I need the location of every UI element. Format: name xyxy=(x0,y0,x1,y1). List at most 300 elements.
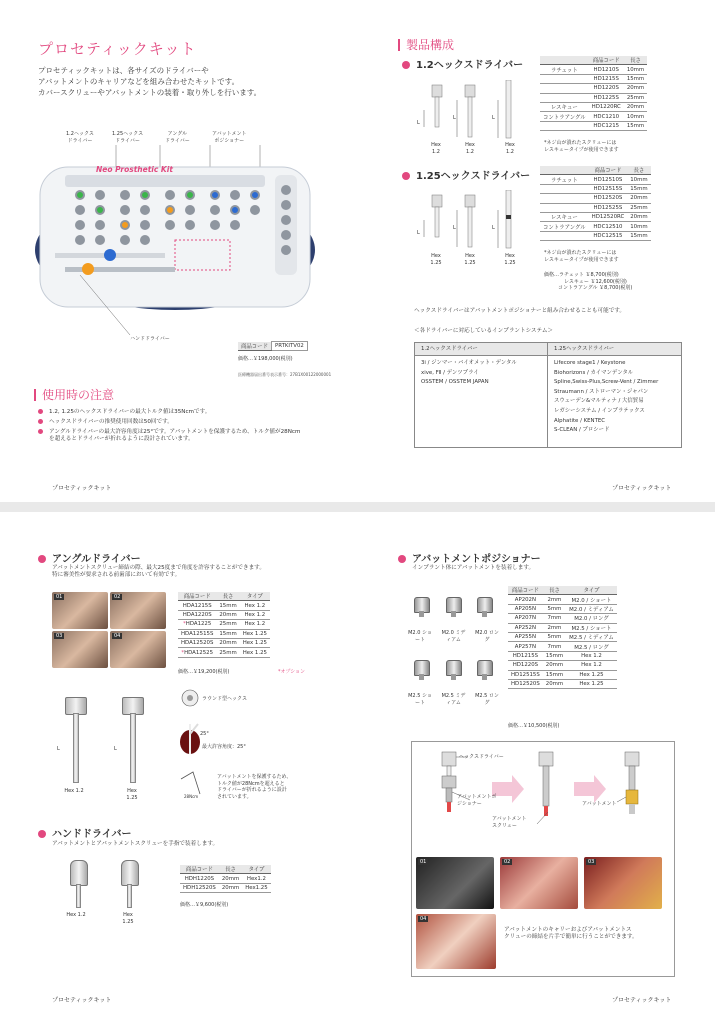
table-cell: 15mm xyxy=(543,651,566,660)
product-code: HDA1220S xyxy=(182,611,212,618)
positioner-desc: インプラント体にアバットメントを装着します。 xyxy=(412,565,535,571)
table-cell: Hex 1.2 xyxy=(566,651,617,660)
hand-title: ハンドドライバー xyxy=(52,829,132,840)
table-cell: M2.0 / ロング xyxy=(566,614,617,623)
table-cell: 10mm xyxy=(627,175,650,184)
table-cell: 25mm xyxy=(627,203,650,212)
bullet-icon xyxy=(38,555,46,563)
caution-item xyxy=(38,419,300,426)
kit-price: 価格…￥198,000(税別) xyxy=(238,356,293,362)
table-cell: 2mm xyxy=(543,595,566,604)
compat-table xyxy=(414,342,682,448)
hex125-title: 1.25ヘックスドライバー xyxy=(416,171,531,182)
table-row xyxy=(178,648,270,657)
bullet-icon xyxy=(402,172,410,180)
positioner-image xyxy=(414,597,430,613)
positioner-image xyxy=(477,660,493,676)
table-cell: HD12520S xyxy=(508,679,543,688)
table-cell: Hex1.2 xyxy=(242,874,270,883)
bullet-icon xyxy=(38,429,43,434)
option-note: *オプション xyxy=(278,669,306,675)
table-cell xyxy=(540,203,589,212)
table-row xyxy=(178,629,270,638)
angled-driver-shaft xyxy=(73,713,79,783)
caption-line: アバットメントのキャリーおよびアバットメントス xyxy=(504,927,632,933)
compat-item: S-CLEAN / プロシード xyxy=(554,427,610,434)
product-code: HDA1225 xyxy=(185,621,212,628)
table-cell: ラチェット xyxy=(540,175,589,184)
dimension-label: L xyxy=(417,120,420,126)
angled-heading xyxy=(38,550,141,565)
variant-label: M2.0 ショート xyxy=(408,630,432,643)
table-cell: HDC12515 xyxy=(589,231,628,240)
table-header: 商品コード xyxy=(589,166,628,175)
catalog-page-2 xyxy=(0,512,715,1024)
medical-number: 医療機器届出番号表示番号：27B1X00122000001 xyxy=(238,372,332,377)
hex-size-label: Hex 1.25 xyxy=(126,788,138,801)
table-header: 商品コード xyxy=(589,56,624,65)
callout-hex12 xyxy=(66,131,94,144)
table-row xyxy=(180,883,271,892)
table-cell: 25mm xyxy=(624,93,647,102)
table-cell: AP202N xyxy=(508,595,543,604)
table-cell xyxy=(540,93,589,102)
price-line: コントラアングル ￥8,700(税別) xyxy=(558,285,633,291)
table-cell: M2.5 / ミディアム xyxy=(566,632,617,641)
table-row xyxy=(540,184,651,193)
table-cell: コントラアングル xyxy=(540,112,589,121)
compat-col-header: 1.25ヘックスドライバー xyxy=(554,346,615,352)
caution-item xyxy=(38,429,300,436)
hand-driver-shaft xyxy=(76,884,81,908)
table-cell: HD12515S xyxy=(508,670,543,679)
table-cell: 20mm xyxy=(627,212,650,221)
table-cell: 20mm xyxy=(219,874,242,883)
variant-label: M2.0 ミディアム xyxy=(441,630,466,643)
table-cell xyxy=(540,184,589,193)
diagram-label-positioner: アバットメントポジショナー xyxy=(457,794,497,807)
intro-text xyxy=(38,65,261,98)
table-cell: HD1220S xyxy=(508,661,543,670)
kit-label: Neo Prosthetic Kit xyxy=(96,165,173,174)
footer-left: プロセティックキット xyxy=(52,997,112,1004)
hex-size-label: Hex 1.25 xyxy=(504,253,516,266)
positioner-image xyxy=(477,597,493,613)
hand-desc: アバットメントとアバットメントスクリューを手指で装着します。 xyxy=(52,841,219,847)
table-cell: 15mm xyxy=(543,670,566,679)
table-cell: HDH1220S xyxy=(180,874,219,883)
table-cell xyxy=(540,194,589,203)
table-header: 長さ xyxy=(543,586,566,595)
intro-line: アバットメントのキャリアなどを組み合わせたキットです。 xyxy=(38,77,240,86)
callout-line: ドライバー xyxy=(165,137,190,144)
protect-note xyxy=(217,774,291,800)
option-marker: * xyxy=(181,649,185,656)
table-cell xyxy=(540,74,589,83)
price-line: 価格…ラチェット ￥8,700(税別) xyxy=(544,272,619,278)
compat-item: Straumann / ストローマン・ジャパン xyxy=(554,388,649,395)
table-row xyxy=(508,661,617,670)
table-header: 長さ xyxy=(216,592,239,601)
table-cell: 20mm xyxy=(219,883,242,892)
hand-rows xyxy=(180,874,271,893)
table-cell: 7mm xyxy=(543,642,566,651)
usage-caption xyxy=(504,927,638,941)
table-row xyxy=(178,620,270,629)
table-cell: Hex 1.25 xyxy=(566,679,617,688)
dimension-label: L xyxy=(492,225,495,231)
table-cell: 20mm xyxy=(624,84,647,93)
compat-item: OSSTEM / OSSTEM JAPAN xyxy=(421,379,489,386)
table-row xyxy=(540,102,647,111)
hex125-rows xyxy=(540,175,651,241)
bullet-icon xyxy=(38,419,43,424)
hand-driver-head xyxy=(121,860,139,886)
option-marker: * xyxy=(183,621,186,628)
angled-price: 価格…￥19,200(税別) xyxy=(178,669,230,675)
table-row xyxy=(508,604,617,613)
clinical-photo xyxy=(416,857,494,909)
hex125-table xyxy=(540,166,651,241)
positioner-image xyxy=(446,597,462,613)
photo-number: 01 xyxy=(56,594,63,600)
table-row xyxy=(508,679,617,688)
table-cell: Hex 1.25 xyxy=(240,648,270,657)
hex-size-label: Hex 1.2 xyxy=(431,142,441,155)
clinical-photo xyxy=(52,592,108,629)
table-row xyxy=(540,65,647,74)
table-cell: AP257N xyxy=(508,642,543,651)
variant-label: M2.5 ショート xyxy=(408,693,432,706)
bullet-icon xyxy=(402,61,410,69)
table-header: タイプ xyxy=(242,865,270,874)
note-line: トルク値が28Ncmを超えると xyxy=(217,780,285,787)
angled-driver-shaft xyxy=(130,713,136,783)
table-cell: Hex1.25 xyxy=(242,883,270,892)
table-header-blank xyxy=(540,56,589,65)
desc-line: 特に審美性が要求される前歯部において有効です。 xyxy=(52,572,181,578)
callout-line: アバットメント xyxy=(212,131,247,137)
hand-table xyxy=(180,865,271,893)
table-cell: HDC1215 xyxy=(589,121,624,130)
table-row xyxy=(508,651,617,660)
diagram-label-screw: アバットメントスクリュー xyxy=(492,816,527,829)
positioner-price: 価格…￥10,500(税別) xyxy=(508,723,560,729)
photo-number: 02 xyxy=(114,594,121,600)
table-header-blank xyxy=(540,166,589,175)
hex-size-label: Hex 1.2 xyxy=(66,912,86,918)
table-cell: 10mm xyxy=(624,65,647,74)
table-cell: 15mm xyxy=(216,601,239,610)
table-row xyxy=(540,112,647,121)
bullet-icon xyxy=(38,409,43,414)
compat-item: Lifecore stage1 / Keystone xyxy=(554,360,626,366)
table-cell: AP255N xyxy=(508,632,543,641)
table-cell: M2.0 / ミディアム xyxy=(566,604,617,613)
table-cell: 10mm xyxy=(624,112,647,121)
table-cell: Hex 1.2 xyxy=(240,620,270,629)
table-cell: 20mm xyxy=(216,638,239,647)
table-header: 長さ xyxy=(627,166,650,175)
table-cell: HDC1210 xyxy=(589,112,624,121)
table-row xyxy=(178,638,270,647)
table-cell: 20mm xyxy=(543,679,566,688)
table-header: 商品コード xyxy=(238,342,271,351)
table-cell: HD1220S xyxy=(589,84,624,93)
table-cell: Hex 1.2 xyxy=(240,610,270,619)
table-cell: 20mm xyxy=(627,194,650,203)
table-cell: 10mm xyxy=(627,222,650,231)
compat-item: スウェーデン&マルティナ / 大信貿易 xyxy=(554,398,644,405)
m25-labels xyxy=(406,693,501,706)
table-cell: ラチェット xyxy=(540,65,589,74)
table-header: 商品コード xyxy=(178,592,216,601)
dimension-label: L xyxy=(57,746,60,752)
dimension-label: L xyxy=(114,746,117,752)
table-row xyxy=(508,632,617,641)
caution-text: アングルドライバーの最大許容角度は25°です。アバットメントを保護するため、トルク値が28Ncm xyxy=(49,429,301,435)
table-header: 長さ xyxy=(624,56,647,65)
table-cell xyxy=(178,629,216,638)
table-cell: M2.0 / ショート xyxy=(566,595,617,604)
compat-list-125 xyxy=(548,356,658,448)
note-line: ドライバーが折れるように設計 xyxy=(217,787,287,793)
table-cell: 7mm xyxy=(543,614,566,623)
table-cell: HDH12520S xyxy=(180,883,219,892)
caution-heading: 使用時の注意 xyxy=(34,389,114,401)
hex-size-label: Hex 1.25 xyxy=(122,912,134,925)
table-row xyxy=(540,231,651,240)
positioner-table xyxy=(508,586,617,689)
intro-line: プロセティックキットは、各サイズのドライバーや xyxy=(38,66,209,75)
product-code: HDA12520S xyxy=(181,640,214,647)
table-cell: HD12525S xyxy=(589,203,628,212)
price-line: レスキュー ￥12,600(税別) xyxy=(564,278,627,285)
combo-note: ヘックスドライバーはアバットメントポジショナーと組み合わせることも可能です。 xyxy=(414,308,626,314)
hex-size-label: Hex 1.2 xyxy=(64,788,84,794)
callout-hex125 xyxy=(112,131,143,144)
table-header: 長さ xyxy=(219,865,242,874)
photo-number: 03 xyxy=(588,859,595,865)
m20-labels xyxy=(406,630,501,643)
table-cell: HD1225S xyxy=(589,93,624,102)
table-row xyxy=(540,175,651,184)
table-row xyxy=(508,614,617,623)
angle-value: 25° xyxy=(200,731,209,737)
table-row xyxy=(508,623,617,632)
note-line: アバットメントを保護するため、 xyxy=(217,774,292,780)
compat-item: Biohorizons / カイマンデンタル xyxy=(554,369,634,376)
table-cell xyxy=(178,610,216,619)
note-line: レスキュータイプが使用できます xyxy=(544,146,619,153)
table-cell xyxy=(178,620,216,629)
round-hex-label: ラウンド型ヘックス xyxy=(202,696,247,702)
footer-right: プロセティックキット xyxy=(612,485,672,492)
clinical-photo xyxy=(584,857,662,909)
dimension-label: L xyxy=(492,115,495,121)
table-cell: 15mm xyxy=(627,231,650,240)
hand-price: 価格…￥9,600(税別) xyxy=(180,902,229,908)
table-header: 商品コード xyxy=(508,586,543,595)
table-cell: HD12520RC xyxy=(589,212,628,221)
note-line: されています。 xyxy=(217,793,252,800)
table-cell: 15mm xyxy=(627,184,650,193)
note-line: *ネジ山が潰れたスクリューには xyxy=(544,140,617,146)
table-cell: HDC12510 xyxy=(589,222,628,231)
caution-text: 1.2, 1.25のヘックスドライバーの最大トルク値は35Ncmです。 xyxy=(49,409,211,415)
table-cell: HD1215S xyxy=(589,74,624,83)
callout-hand: ハンドドライバー xyxy=(130,336,170,342)
table-cell: AP207N xyxy=(508,614,543,623)
diagram-label-hex: ヘックスドライバー xyxy=(459,754,504,760)
table-cell: コントラアングル xyxy=(540,222,589,231)
table-row xyxy=(508,595,617,604)
table-header: 商品コード xyxy=(180,865,219,874)
usage-panel xyxy=(411,741,675,977)
variant-label: M2.5 ロング xyxy=(475,693,499,706)
positioner-title: アバットメントポジショナー xyxy=(412,554,541,565)
table-cell: HD12520S xyxy=(589,194,628,203)
table-cell: 5mm xyxy=(543,604,566,613)
table-cell: HD12515S xyxy=(589,184,628,193)
caution-text: を超えるとドライバーが折れるように設計されています。 xyxy=(49,436,194,442)
torque-label: 28Ncm xyxy=(184,794,199,799)
photo-number: 02 xyxy=(504,859,511,865)
angled-table xyxy=(178,592,270,658)
table-row xyxy=(540,203,651,212)
hex12-note xyxy=(544,140,619,153)
table-row xyxy=(178,601,270,610)
hex-size-label: Hex 1.2 xyxy=(505,142,515,155)
page-title: プロセティックキット xyxy=(38,40,197,58)
compat-item: レガシーシステム / インプラテックス xyxy=(554,407,645,414)
photo-number: 01 xyxy=(420,859,427,865)
positioner-image xyxy=(446,660,462,676)
caution-item xyxy=(38,436,300,443)
table-cell: 25mm xyxy=(216,648,239,657)
components-heading: 製品構成 xyxy=(398,39,454,51)
table-cell: HD12510S xyxy=(589,175,628,184)
table-row xyxy=(178,610,270,619)
photo-number: 04 xyxy=(114,633,121,639)
compat-item: xive, FⅡ / デンツプライ xyxy=(421,369,479,376)
positioner-image xyxy=(414,660,430,676)
photo-number: 04 xyxy=(420,916,427,922)
callout-line: ドライバー xyxy=(67,137,93,144)
table-cell: Hex 1.2 xyxy=(240,601,270,610)
table-cell: 15mm xyxy=(216,629,239,638)
callout-line: ドライバー xyxy=(115,137,140,144)
table-row xyxy=(540,93,647,102)
hand-driver-shaft xyxy=(127,884,132,908)
product-code: HDA1215S xyxy=(182,602,212,609)
catalog-page-1 xyxy=(0,0,715,502)
table-cell: 20mm xyxy=(543,661,566,670)
table-row xyxy=(540,222,651,231)
positioner-heading xyxy=(398,550,541,565)
hex12-title: 1.2ヘックスドライバー xyxy=(416,60,524,71)
table-row xyxy=(508,642,617,651)
hex12-heading xyxy=(402,56,523,71)
bullet-icon xyxy=(38,830,46,838)
variant-label: M2.0 ロング xyxy=(475,630,499,643)
table-row xyxy=(540,194,651,203)
clinical-photo xyxy=(416,914,496,969)
table-cell xyxy=(540,84,589,93)
table-header: タイプ xyxy=(240,592,270,601)
table-cell: 5mm xyxy=(543,632,566,641)
table-cell xyxy=(540,121,589,130)
angled-rows xyxy=(178,601,270,657)
table-cell: Hex 1.25 xyxy=(566,670,617,679)
table-cell xyxy=(540,231,589,240)
hex12-drivers-figure xyxy=(412,80,532,145)
table-cell: Hex 1.25 xyxy=(240,629,270,638)
dimension-label: L xyxy=(453,225,456,231)
clinical-photo xyxy=(110,592,166,629)
table-cell xyxy=(178,601,216,610)
table-cell: M2.5 / ロング xyxy=(566,642,617,651)
hex125-drivers-figure xyxy=(412,190,532,255)
caution-item xyxy=(38,409,300,416)
hex125-note xyxy=(544,250,619,263)
callout-positioner xyxy=(212,131,247,144)
hex125-heading xyxy=(402,167,530,182)
note-line: *ネジ山が潰れたスクリューには xyxy=(544,250,617,256)
diagram-label-abutment: アバットメント xyxy=(582,801,617,807)
table-cell: Hex 1.2 xyxy=(566,661,617,670)
product-code: HDA12515S xyxy=(181,630,214,637)
table-cell: Hex 1.25 xyxy=(240,638,270,647)
photo-number: 03 xyxy=(56,633,63,639)
hand-heading xyxy=(38,825,132,840)
table-row xyxy=(540,84,647,93)
kit-code-table xyxy=(238,341,308,351)
compat-title: ＜各ドライバーに対応しているインプラントシステム＞ xyxy=(414,328,554,334)
callout-line: 1.25ヘックス xyxy=(112,131,144,137)
table-row xyxy=(540,121,647,130)
table-row xyxy=(540,212,651,221)
table-cell: 20mm xyxy=(216,610,239,619)
callout-line: アングル xyxy=(167,131,188,137)
product-code: HDA12525 xyxy=(184,649,214,656)
footer-right: プロセティックキット xyxy=(612,997,672,1004)
kit-code: PRTKITV02 xyxy=(271,342,307,351)
assembly-diagram xyxy=(412,742,674,852)
intro-line: カバースクリューやアバットメントの装着・取り外しを行います。 xyxy=(38,88,262,97)
table-cell: 2mm xyxy=(543,623,566,632)
table-row xyxy=(540,74,647,83)
hex-size-label: Hex 1.25 xyxy=(464,253,476,266)
table-cell: 15mm xyxy=(624,74,647,83)
desc-line: アバットメントスクリュー締結の際、最大25度まで角度を許容することができます。 xyxy=(52,565,265,571)
variant-label: M2.5 ミディアム xyxy=(441,693,466,706)
caution-text: ヘックスドライバーの推奨使用回数は50回です。 xyxy=(49,419,173,425)
table-row xyxy=(508,670,617,679)
table-cell: AP205N xyxy=(508,604,543,613)
note-line: レスキュータイプが使用できます xyxy=(544,256,619,263)
clinical-photo xyxy=(110,631,166,668)
clinical-photo xyxy=(52,631,108,668)
hex12-rows xyxy=(540,65,647,131)
table-cell: 15mm xyxy=(624,121,647,130)
hex125-prices xyxy=(544,272,632,292)
compat-list-12 xyxy=(415,356,548,448)
compat-col-header: 1.2ヘックスドライバー xyxy=(415,343,548,355)
table-cell xyxy=(178,648,216,657)
table-row xyxy=(180,874,271,883)
table-cell: HD1210S xyxy=(589,65,624,74)
